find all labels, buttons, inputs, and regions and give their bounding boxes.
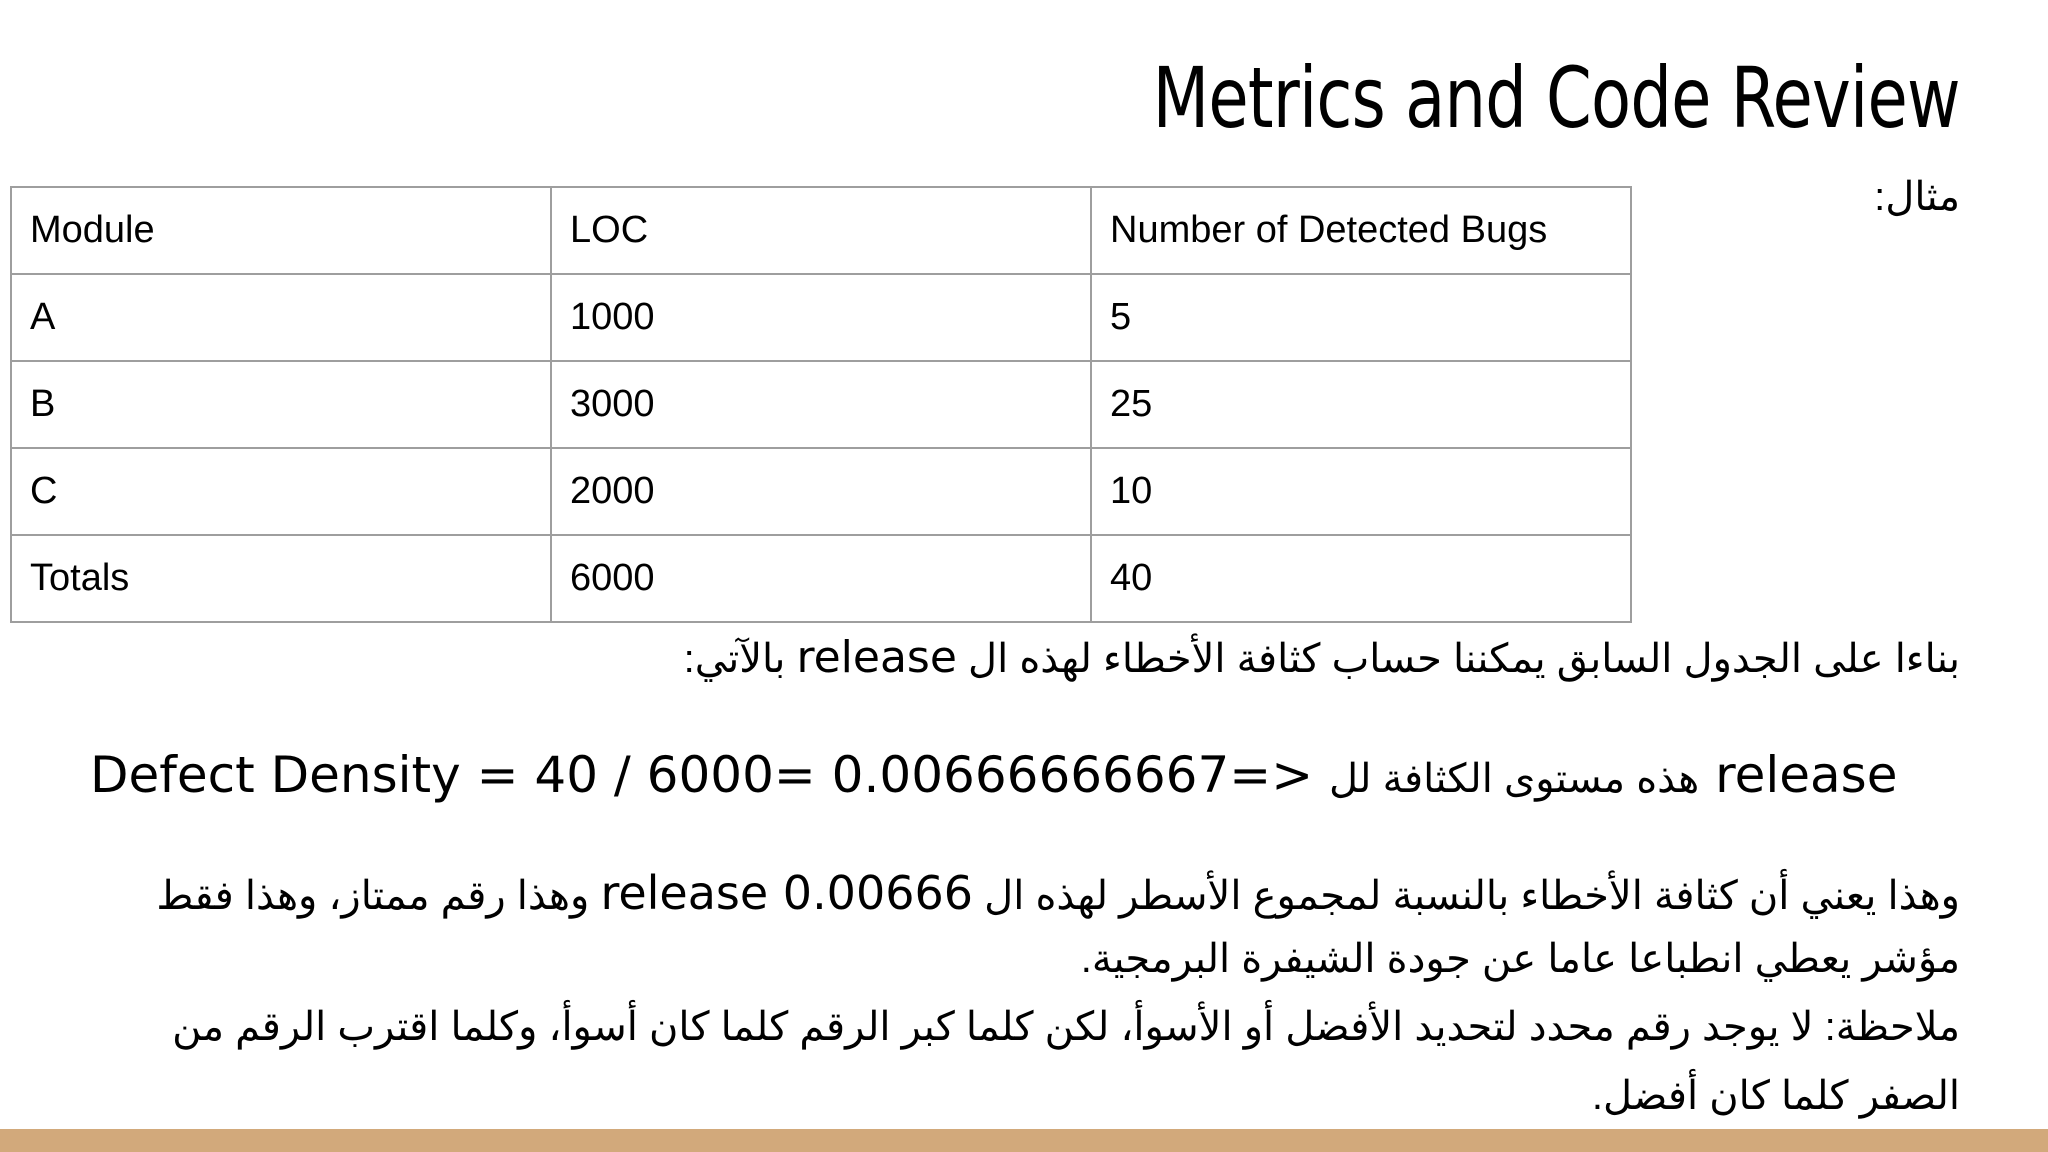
intro-text-before: بناءا على الجدول السابق يمكننا حساب كثافة الأخطاء لهذه ال (968, 637, 1960, 681)
table-row (11, 274, 1631, 361)
table-row (11, 361, 1631, 448)
table-cell: 2000 (551, 448, 1091, 535)
intro-text-term: release (796, 632, 957, 683)
table-header-cell: Number of Detected Bugs (1091, 187, 1631, 274)
explanation-line-1-before: وهذا يعني أن كثافة الأخطاء بالنسبة لمجموع الأسطر لهذه ال (984, 874, 1960, 918)
metrics-table (10, 186, 1632, 623)
table-cell: 1000 (551, 274, 1091, 361)
defect-density-formula (90, 746, 1897, 804)
table-cell: Totals (11, 535, 551, 622)
table-cell: 40 (1091, 535, 1631, 622)
formula-term: release (1715, 746, 1898, 804)
table-header-row (11, 187, 1631, 274)
intro-text (684, 632, 1960, 683)
table-header-cell: LOC (551, 187, 1091, 274)
table-totals-row (11, 535, 1631, 622)
formula-arabic: هذه مستوى الكثافة لل (1329, 757, 1700, 801)
note-line-2: الصفر كلما كان أفضل. (1591, 1074, 1960, 1118)
example-label: مثال: (1874, 175, 1960, 219)
table-header-cell: Module (11, 187, 551, 274)
explanation-line-2: مؤشر يعطي انطباعا عاما عن جودة الشيفرة البرمجية. (1080, 937, 1960, 981)
table-cell: 5 (1091, 274, 1631, 361)
table-cell: 3000 (551, 361, 1091, 448)
formula-expression: Defect Density = 40 / 6000= 0.00666666667=> (90, 746, 1314, 804)
explanation-line-1-term: release 0.00666 (600, 866, 974, 920)
table-cell: 6000 (551, 535, 1091, 622)
table-cell: 10 (1091, 448, 1631, 535)
explanation-line-1 (156, 866, 1960, 920)
table-cell: 25 (1091, 361, 1631, 448)
footer-bar (0, 1129, 2048, 1152)
note-line-1: ملاحظة: لا يوجد رقم محدد لتحديد الأفضل أو الأسوأ، لكن كلما كبر الرقم كلما كان أسوأ، وكلما اقترب الرقم من (172, 1005, 1960, 1049)
table-row (11, 448, 1631, 535)
table-cell: C (11, 448, 551, 535)
slide-title: Metrics and Code Review (1152, 49, 1960, 147)
intro-text-after: بالآتي: (683, 637, 786, 681)
explanation-line-1-after: وهذا رقم ممتاز، وهذا فقط (156, 874, 590, 918)
table-cell: B (11, 361, 551, 448)
table-cell: A (11, 274, 551, 361)
